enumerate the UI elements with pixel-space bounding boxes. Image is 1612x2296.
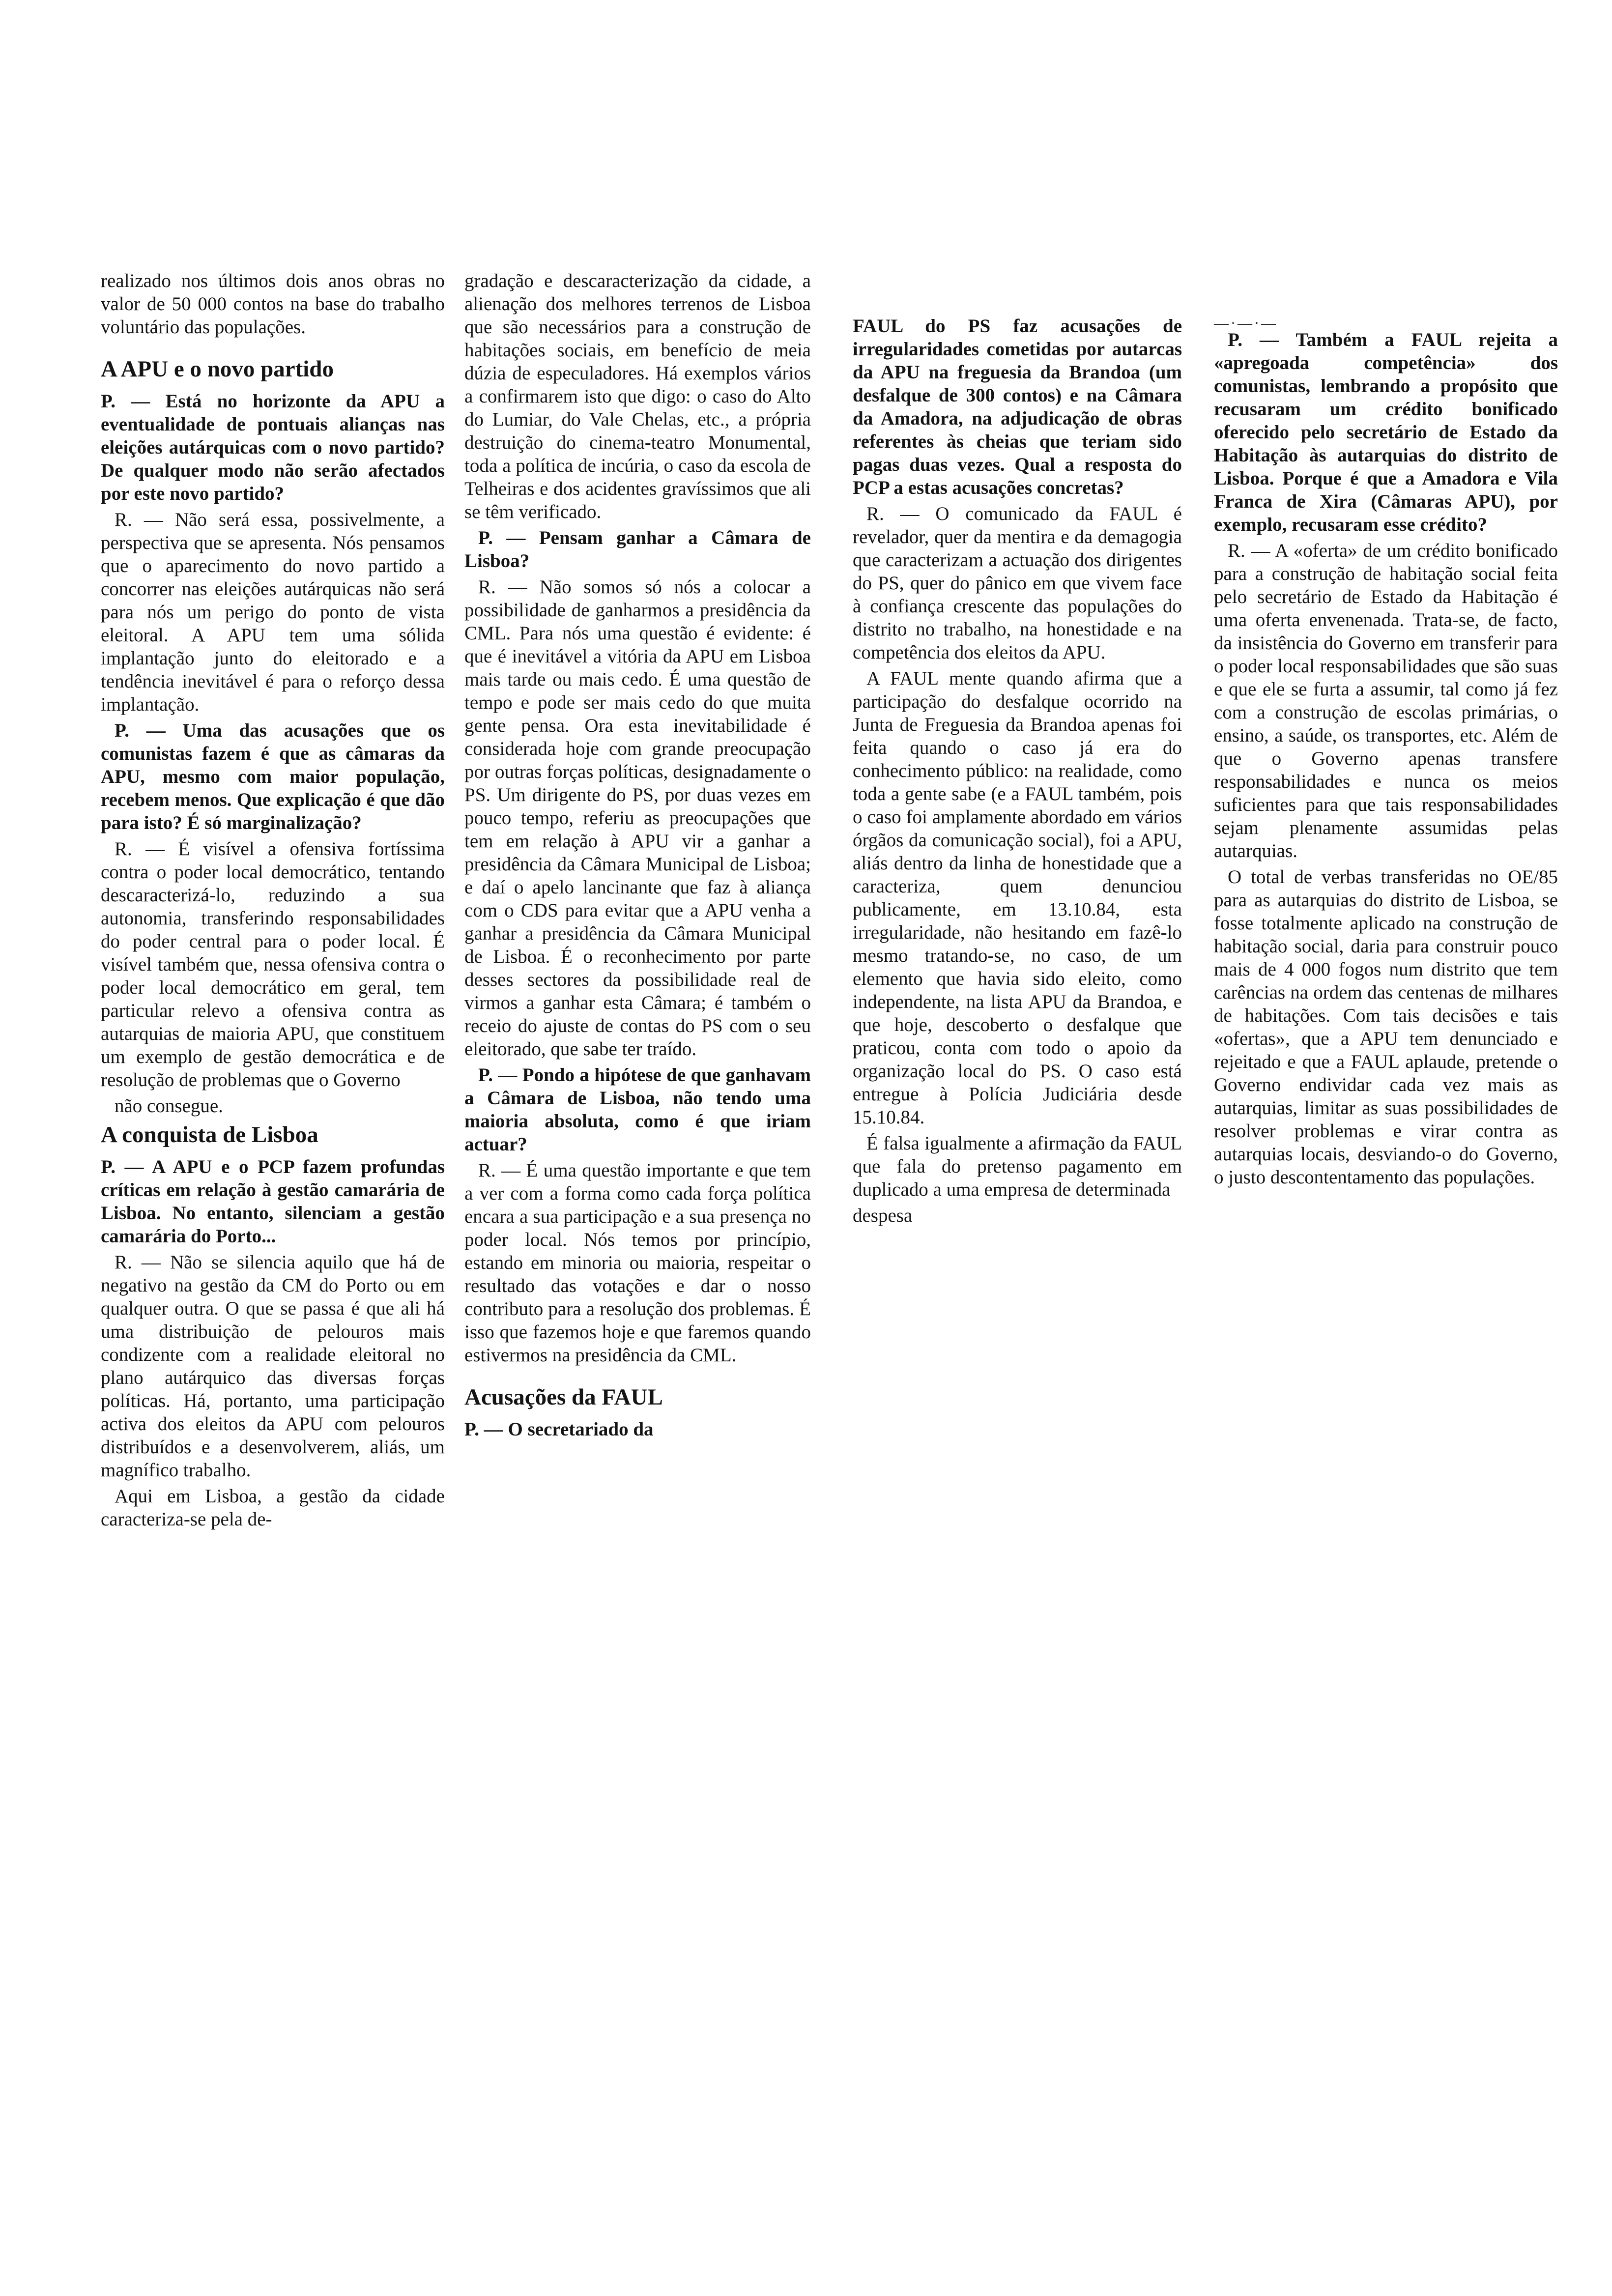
question-hipotese: P. — Pondo a hipótese de que ganhavam a Câmara de Lisboa, não tendo uma maioria absoluta, como é que iriam actuar? <box>464 1064 811 1155</box>
question-faul-start: P. — O secretariado da <box>464 1419 654 1440</box>
answer-hipotese: R. — É uma questão importante e que tem a ver com a forma como cada força política encara a sua participação e a sua presença no poder local. Nós temos por princípio, estando em minoria ou maioria, respeitar o resultado das votações e dar o nosso contributo para a resolução dos problemas. É isso que fazemos hoje e que faremos quando estivermos na presidência da CML. <box>464 1160 811 1366</box>
question-ganhar-camara: P. — Pensam ganhar a Câmara de Lisboa? <box>464 527 811 572</box>
answer-gestao-camararia: R. — Não se silencia aquilo que há de negativo na gestão da CM do Porto ou em qualquer outra. O que se passa é que ali há uma distribuição de pelouros mais condizente com a realidade eleitoral no plano autárquico das diversas forças políticas. Há, portanto, uma participação activa dos eleitos da APU com pelouros distribuídos e a desenvolverem, aliás, um magnífico trabalho. <box>101 1252 445 1481</box>
question-camaras-apu: P. — Uma das acusações que os comunistas fazem é que as câmaras da APU, mesmo com maior população, recebem menos. Que explicação é que dão para isto? É só marginalização? <box>101 720 445 833</box>
column-top-mark-text: —·—·— <box>1214 315 1278 331</box>
answer-camaras-apu: R. — É visível a ofensiva fortíssima contra o poder local democrático, tentando descaracterizá-lo, reduzindo a sua autonomia, transferindo responsabilidades do poder central para o poder local. É visível também que, nessa ofensiva contra o poder local democrático em geral, tem particular relevo a ofensiva contra as autarquias de maioria APU, que constituem um exemplo de gestão democrática e de resolução de problemas que o Governo <box>101 838 445 1091</box>
subheading-novo-partido: A APU e o novo partido <box>101 356 334 382</box>
paragraph-falsa: É falsa igualmente a afirmação da FAUL que fala do pretenso pagamento em duplicado a uma empresa de determinada <box>853 1133 1182 1200</box>
question-credito: P. — Também a FAUL rejeita a «apregoada competência» dos comunistas, lembrando a propósito que recusaram um crédito bonificado oferecido pelo secretário de Estado da Habitação às autarquias do distrito de Lisboa. Porque é que a Amadora e Vila Franca de Xira (Câmaras APU), por exemplo, recusaram esse crédito? <box>1214 329 1558 535</box>
answer-credito: R. — A «oferta» de um crédito bonificado para a construção de habitação social feita pelo secretário de Estado da Habitação é uma oferta envenenada. Trata-se, de facto, da insistência do Governo em transferir para o poder local responsabilidades que são suas e que ele se furta a assumir, tal como já fez com a construção de escolas primárias, o ensino, a saúde, os transportes, etc. Além de que o Governo apenas transfere responsabilidades e nunca os meios suficientes para que tais responsabilidades sejam plenamente assumidas pelas autarquias. <box>1214 540 1558 861</box>
question-faul: FAUL do PS faz acusações de irregularidades cometidas por autarcas da APU na freguesia da Brandoa (um desfalque de 300 contos) e na Câmara da Amadora, na adjudicação de obras referentes às cheias que teriam sido pagas duas vezes. Qual a resposta do PCP a estas acusações concretas? <box>853 316 1182 498</box>
question-novo-partido: P. — Está no horizonte da APU a eventualidade de pontuais alianças nas eleições autárquicas com o novo partido? De qualquer modo não serão afectados por este novo partido? <box>101 391 445 504</box>
column-3 <box>853 315 1182 1226</box>
subheading-conquista-lisboa: A conquista de Lisboa <box>101 1122 318 1148</box>
answer-faul: R. — O comunicado da FAUL é revelador, quer da mentira e da demagogia que caracterizam a actuação dos dirigentes do PS, quer do pânico em que vivem face à confiança crescente das populações do distrito no trabalho, na honestidade e na competência dos eleitos da APU. <box>853 503 1182 663</box>
paragraph-intro: realizado nos últimos dois anos obras no valor de 50 000 contos na base do trabalho voluntário das populações. <box>101 270 445 338</box>
answer-camaras-apu-cut-line: não consegue. <box>115 1095 223 1117</box>
answer-novo-partido: R. — Não será essa, possivelmente, a perspectiva que se apresenta. Nós pensamos que o aparecimento do novo partido a concorrer nas eleições autárquicas não será para nós um perigo do ponto de vista eleitoral. A APU tem uma sólida implantação junto do eleitorado e a tendência inevitável é para o reforço dessa implantação. <box>101 509 445 715</box>
column-top-mark <box>1214 315 1558 331</box>
column-2 <box>464 269 811 1444</box>
paragraph-aqui-lisboa: Aqui em Lisboa, a gestão da cidade caracteriza-se pela de- <box>101 1486 445 1530</box>
paragraph-degradacao: gradação e descaracterização da cidade, a alienação dos melhores terrenos de Lisboa que são necessários para a construção de habitações sociais, em benefício de meia dúzia de especuladores. Há exemplos vários a confirmarem isto que digo: o caso do Alto do Lumiar, do Vale Chelas, etc., a própria destruição do cinema-teatro Monumental, toda a política de incúria, o caso da escola de Telheiras e dos acidentes gravíssimos que ali se têm verificado. <box>464 270 811 522</box>
question-gestao-camararia: P. — A APU e o PCP fazem profundas críticas em relação à gestão camarária de Lisboa. No entanto, silenciam a gestão camarária do Porto... <box>101 1156 445 1247</box>
answer-ganhar-camara: R. — Não somos só nós a colocar a possibilidade de ganharmos a presidência da CML. Para nós uma questão é evidente: é que é inevitável a vitória da APU em Lisboa mais tarde ou mais cedo. É uma questão de tempo e pode ser mais cedo do que muita gente pensa. Ora esta inevitabilidade é considerada hoje com grande preocupação por outras forças políticas, designadamente o PS. Um dirigente do PS, por duas vezes em pouco tempo, referiu as preocupações que tem em relação à APU vir a ganhar a presidência da Câmara Municipal de Lisboa; e daí o apelo lancinante que faz à aliança com o CDS para evitar que a APU venha a ganhar a presidência da Câmara Municipal de Lisboa. É o reconhecimento por parte desses sectores da possibilidade real de virmos a ganhar esta Câmara; é também o receio do ajuste de contas do PS com o seu eleitorado, que sabe ter traído. <box>464 576 811 1060</box>
column-4 <box>1214 315 1558 1192</box>
paragraph-total-verbas: O total de verbas transferidas no OE/85 para as autarquias do distrito de Lisboa, se fosse totalmente aplicado na construção de habitação social, daria para construir pouco mais de 4 000 fogos num distrito que tem carências na ordem das centenas de milhares de habitações. Com tais decisões e tais «ofertas», que a APU tem denunciado e rejeitado e que a FAUL aplaude, pretende o Governo endividar cada vez mais as autarquias, limitar as suas possibilidades de resolver problemas e virar contra as autarquias locais, desviando-o do Governo, o justo descontentamento das populações. <box>1214 866 1558 1188</box>
paragraph-falsa-cut-line: despesa <box>853 1205 913 1226</box>
column-1 <box>101 269 445 1534</box>
subheading-acusacoes-faul: Acusações da FAUL <box>464 1384 663 1410</box>
paragraph-faul-mente: A FAUL mente quando afirma que a participação do desfalque ocorrido na Junta de Freguesia da Brandoa apenas foi feita quando o caso já era do conhecimento público: na realidade, como toda a gente sabe (e a FAUL também, pois o caso foi amplamente abordado em vários órgãos da comunicação social), foi a APU, aliás dentro da linha de honestidade que a caracteriza, quem denunciou publicamente, em 13.10.84, esta irregularidade, não hesitando em fazê-lo mesmo tratando-se, no caso, de um elemento que havia sido eleito, como independente, na lista APU da Brandoa, e que hoje, descoberto o desfalque que praticou, conta com todo o apoio da organização local do PS. O caso está entregue à Polícia Judiciária desde 15.10.84. <box>853 668 1182 1128</box>
